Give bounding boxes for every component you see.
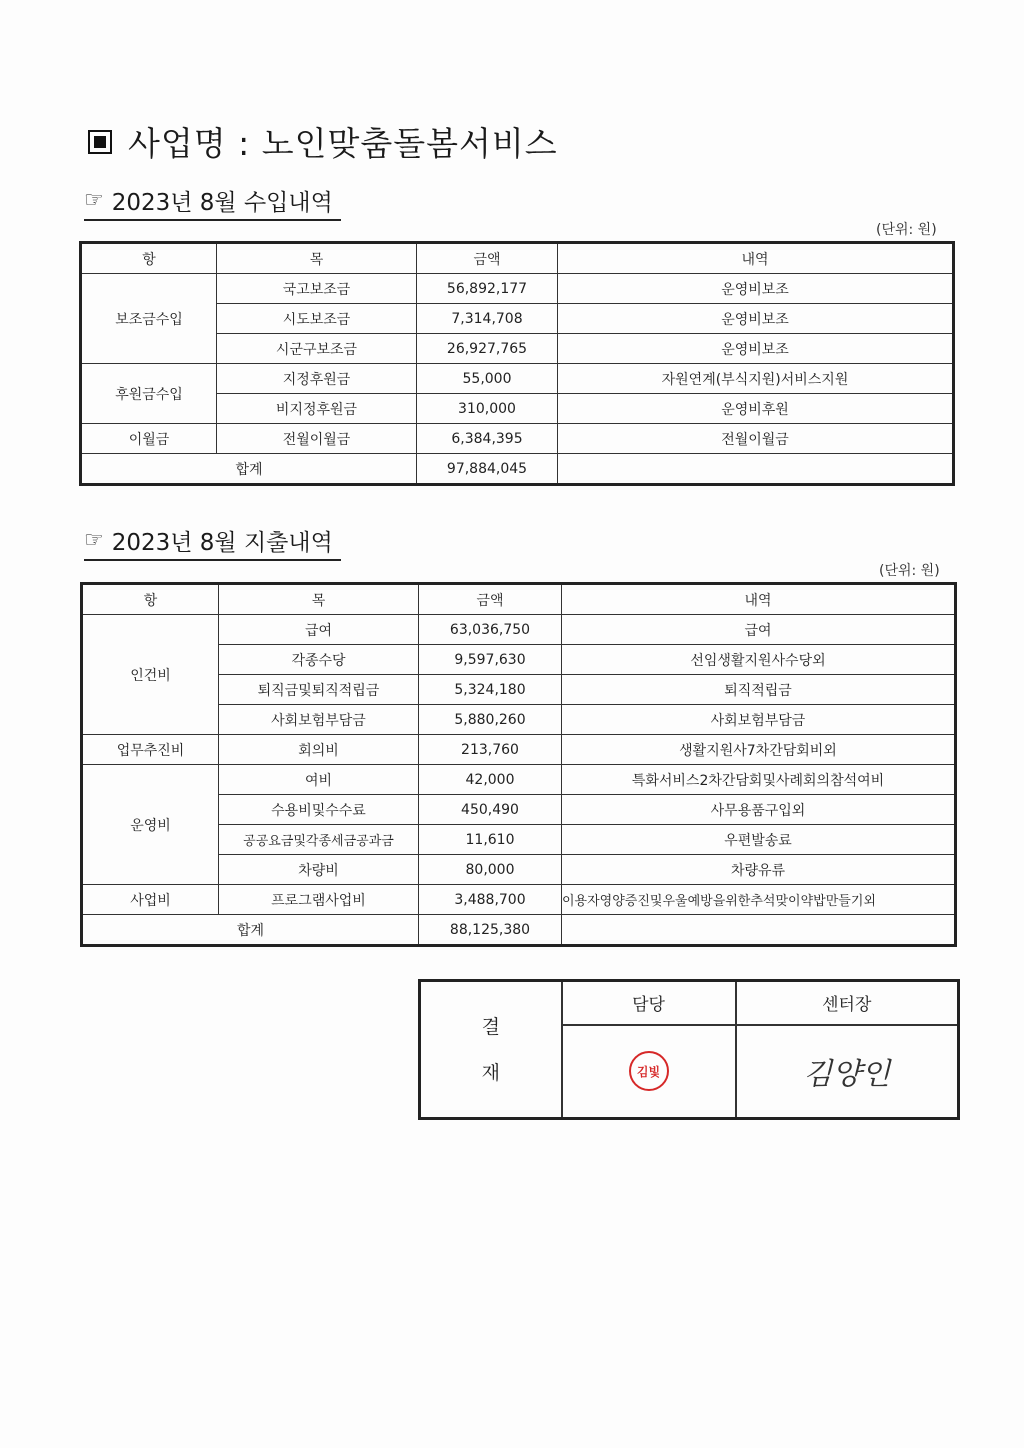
income-table <box>79 241 955 486</box>
header-item: 목 <box>219 584 419 615</box>
total-amount: 88,125,380 <box>419 915 562 946</box>
detail-cell: 사무용품구입외 <box>562 795 956 825</box>
income-header-row <box>81 243 954 274</box>
amount-cell: 3,488,700 <box>419 885 562 915</box>
total-amount: 97,884,045 <box>417 454 558 485</box>
header-detail: 내역 <box>558 243 954 274</box>
table-row <box>82 765 956 795</box>
detail-cell: 운영비보조 <box>558 274 954 304</box>
table-row <box>82 885 956 915</box>
item-cell: 시군구보조금 <box>217 334 417 364</box>
amount-cell: 56,892,177 <box>417 274 558 304</box>
item-cell: 차량비 <box>219 855 419 885</box>
page-title-text: 사업명 : 노인맞춤돌봄서비스 <box>128 124 558 163</box>
item-cell: 공공요금및각종세금공과금 <box>219 825 419 855</box>
item-cell: 국고보조금 <box>217 274 417 304</box>
item-cell: 비지정후원금 <box>217 394 417 424</box>
approval-label-bottom: 재 <box>481 1061 500 1084</box>
item-cell: 수용비및수수료 <box>219 795 419 825</box>
detail-cell: 선임생활지원사수당외 <box>562 645 956 675</box>
detail-cell: 특화서비스2차간담회및사례회의참석여비 <box>562 765 956 795</box>
header-detail: 내역 <box>562 584 956 615</box>
approval-label <box>420 981 562 1119</box>
amount-cell: 5,324,180 <box>419 675 562 705</box>
expense-header-row <box>82 584 956 615</box>
amount-cell: 42,000 <box>419 765 562 795</box>
header-category: 항 <box>82 584 219 615</box>
item-cell: 지정후원금 <box>217 364 417 394</box>
manager-stamp-cell <box>562 1025 736 1119</box>
amount-cell: 80,000 <box>419 855 562 885</box>
item-cell: 회의비 <box>219 735 419 765</box>
amount-cell: 213,760 <box>419 735 562 765</box>
approval-label-top: 결 <box>481 1015 500 1038</box>
detail-cell: 퇴직적립금 <box>562 675 956 705</box>
approval-box <box>418 979 960 1120</box>
amount-cell: 450,490 <box>419 795 562 825</box>
page-title <box>88 118 558 165</box>
total-row <box>82 915 956 946</box>
category-cell: 보조금수입 <box>81 274 217 364</box>
expense-table <box>80 582 957 947</box>
item-cell: 시도보조금 <box>217 304 417 334</box>
detail-cell: 생활지원사7차간담회비외 <box>562 735 956 765</box>
expense-heading <box>84 524 341 561</box>
detail-cell: 전월이월금 <box>558 424 954 454</box>
total-label: 합계 <box>82 915 419 946</box>
item-cell: 급여 <box>219 615 419 645</box>
item-cell: 사회보험부담금 <box>219 705 419 735</box>
category-cell: 사업비 <box>82 885 219 915</box>
table-row <box>82 615 956 645</box>
table-row <box>81 424 954 454</box>
detail-cell: 운영비보조 <box>558 334 954 364</box>
category-cell: 후원금수입 <box>81 364 217 424</box>
detail-cell: 사회보험부담금 <box>562 705 956 735</box>
expense-heading-text: 2023년 8월 지출내역 <box>111 530 333 556</box>
amount-cell: 26,927,765 <box>417 334 558 364</box>
amount-cell: 6,384,395 <box>417 424 558 454</box>
total-detail-empty <box>558 454 954 485</box>
detail-cell: 이용자영양증진및우울예방을위한추석맞이약밥만들기외 <box>562 885 956 915</box>
seal-stamp: 김빛 <box>629 1051 669 1091</box>
signature: 김양인 <box>803 1057 891 1093</box>
pointing-hand-icon: ☞ <box>84 528 104 553</box>
item-cell: 각종수당 <box>219 645 419 675</box>
detail-cell: 차량유류 <box>562 855 956 885</box>
item-cell: 전월이월금 <box>217 424 417 454</box>
amount-cell: 11,610 <box>419 825 562 855</box>
detail-cell: 자원연계(부식지원)서비스지원 <box>558 364 954 394</box>
detail-cell: 운영비보조 <box>558 304 954 334</box>
amount-cell: 7,314,708 <box>417 304 558 334</box>
expense-unit: (단위: 원) <box>879 563 940 579</box>
detail-cell: 급여 <box>562 615 956 645</box>
total-detail-empty <box>562 915 956 946</box>
total-row <box>81 454 954 485</box>
item-cell: 프로그램사업비 <box>219 885 419 915</box>
item-cell: 퇴직금및퇴직적립금 <box>219 675 419 705</box>
square-bullet-icon <box>88 130 112 154</box>
amount-cell: 9,597,630 <box>419 645 562 675</box>
header-amount: 금액 <box>417 243 558 274</box>
pointing-hand-icon: ☞ <box>84 188 104 213</box>
amount-cell: 310,000 <box>417 394 558 424</box>
total-label: 합계 <box>81 454 417 485</box>
detail-cell: 우편발송료 <box>562 825 956 855</box>
header-amount: 금액 <box>419 584 562 615</box>
category-cell: 업무추진비 <box>82 735 219 765</box>
amount-cell: 55,000 <box>417 364 558 394</box>
item-cell: 여비 <box>219 765 419 795</box>
table-row <box>82 735 956 765</box>
header-category: 항 <box>81 243 217 274</box>
category-cell: 이월금 <box>81 424 217 454</box>
amount-cell: 5,880,260 <box>419 705 562 735</box>
category-cell: 인건비 <box>82 615 219 735</box>
table-row <box>81 274 954 304</box>
table-row <box>81 364 954 394</box>
approval-col-manager: 담당 <box>562 981 736 1025</box>
approval-col-director: 센터장 <box>736 981 959 1025</box>
detail-cell: 운영비후원 <box>558 394 954 424</box>
category-cell: 운영비 <box>82 765 219 885</box>
amount-cell: 63,036,750 <box>419 615 562 645</box>
income-heading <box>84 184 341 221</box>
income-heading-text: 2023년 8월 수입내역 <box>111 190 333 216</box>
header-item: 목 <box>217 243 417 274</box>
director-signature-cell <box>736 1025 959 1119</box>
income-unit: (단위: 원) <box>876 222 937 238</box>
